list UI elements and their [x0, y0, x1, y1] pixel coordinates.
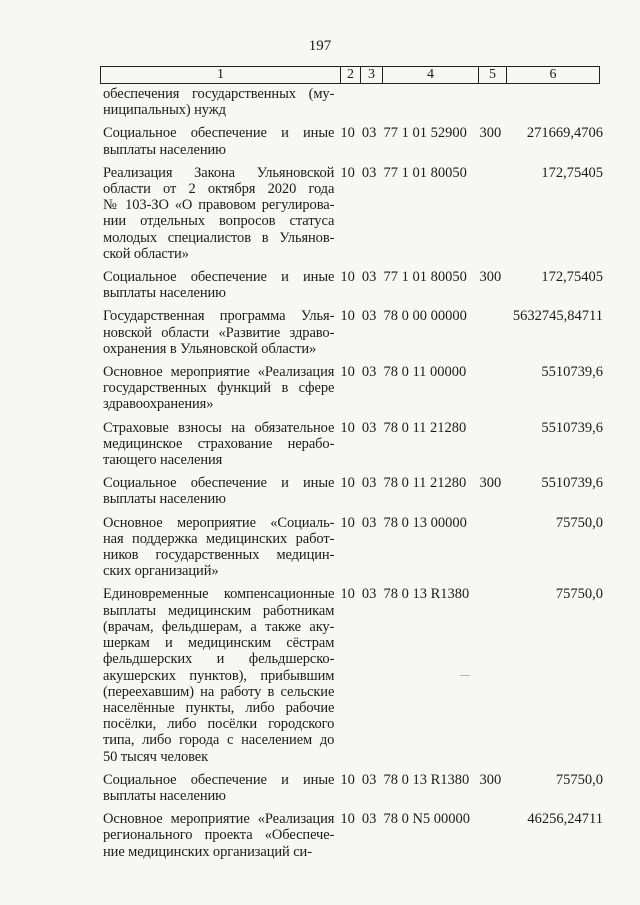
row-target-article: 78 0 11 21280 — [383, 475, 467, 492]
row-amount: 75750,0 — [555, 514, 603, 531]
row-subsection: 03 — [361, 811, 377, 828]
table-row — [103, 125, 603, 157]
row-name-line: здравоохранения» — [103, 396, 214, 413]
row-gap — [103, 804, 603, 811]
row-name — [103, 420, 334, 469]
row-section: 10 — [340, 269, 355, 286]
row-name-line: типа, либо города с населением до — [103, 732, 335, 749]
row-name-line: регионального проекта «Обеспече- — [103, 827, 335, 844]
row-target-article: 77 1 01 52900 — [383, 125, 467, 142]
row-target-article: 78 0 13 00000 — [383, 514, 467, 531]
row-name — [103, 125, 334, 157]
row-gap — [103, 508, 603, 515]
row-name-line: Единовременные компенсационные — [103, 586, 335, 603]
row-name-line: выплаты населению — [103, 491, 226, 508]
row-name-line: ниципальных) нужд — [103, 102, 226, 119]
row-section: 10 — [340, 308, 355, 325]
row-name — [103, 86, 334, 118]
row-name — [103, 364, 334, 413]
table-row — [103, 86, 603, 118]
row-name-line: охранения в Ульяновской области» — [103, 340, 317, 357]
row-amount: 172,75405 — [541, 164, 603, 181]
row-gap — [103, 158, 603, 165]
row-name-line: молодых специалистов в Ульянов- — [103, 229, 335, 246]
row-section: 10 — [340, 586, 355, 603]
row-name-line: Социальное обеспечение и иные — [103, 269, 335, 286]
table-row — [103, 811, 603, 860]
row-target-article: 78 0 00 00000 — [383, 308, 467, 325]
row-subsection: 03 — [361, 586, 377, 603]
row-expense-type: 300 — [479, 125, 502, 142]
row-amount: 5510739,6 — [541, 475, 603, 492]
row-name-line: обеспечения государственных (му- — [103, 86, 335, 102]
row-section: 10 — [340, 125, 355, 142]
row-name-line: Основное мероприятие «Реализация — [103, 364, 335, 381]
row-name-line: Государственная программа Улья- — [103, 308, 335, 325]
row-name — [103, 475, 334, 507]
row-name-line: фельдшерских и фельдшерско- — [103, 651, 335, 668]
row-name-line: ников государственных медицин- — [103, 547, 335, 564]
row-gap — [103, 765, 603, 772]
row-name-line: шеркам и медицинским сёстрам — [103, 635, 335, 652]
row-target-article: 78 0 N5 00000 — [383, 811, 471, 828]
row-name-line: медицинское страхование нерабо- — [103, 435, 335, 452]
row-name — [103, 269, 334, 301]
row-name-line: ской области» — [103, 245, 189, 262]
row-name-line: выплаты населению — [103, 141, 226, 158]
table-row — [103, 515, 603, 580]
row-target-article: 78 0 13 R1380 — [383, 586, 470, 603]
row-name-line: ная поддержка медицинских работ- — [103, 530, 335, 547]
header-col-subsection: 3 — [361, 67, 383, 83]
row-name-line: государственных функций в сфере — [103, 380, 335, 397]
row-subsection: 03 — [361, 125, 377, 142]
row-target-article: 78 0 11 21280 — [383, 419, 467, 436]
row-section: 10 — [340, 514, 355, 531]
row-name-line: посёлки, либо посёлки городского — [103, 716, 335, 733]
row-amount: 75750,0 — [555, 586, 603, 603]
header-col-amount: 6 — [549, 67, 557, 82]
row-name — [103, 811, 334, 860]
row-name-line: ние медицинских организаций си- — [103, 843, 312, 860]
row-name-line: населённые пункты, либо рабочие — [103, 699, 335, 716]
row-section: 10 — [340, 364, 355, 381]
table-row — [103, 420, 603, 469]
row-subsection: 03 — [361, 308, 377, 325]
row-gap — [103, 262, 603, 269]
row-name — [103, 515, 334, 580]
row-expense-type: 300 — [479, 475, 502, 492]
row-section: 10 — [340, 811, 355, 828]
scan-mark: — — [460, 670, 470, 681]
row-gap — [103, 579, 603, 586]
row-amount: 5632745,84711 — [512, 308, 603, 325]
row-name — [103, 308, 334, 357]
row-gap — [103, 301, 603, 308]
row-name-line: выплаты населению — [103, 787, 226, 804]
row-gap — [103, 357, 603, 364]
row-name-line: Социальное обеспечение и иные — [103, 125, 335, 142]
row-name-line: Основное мероприятие «Реализация — [103, 811, 335, 828]
row-name-line: акушерских пунктов), прибывшим — [103, 667, 335, 684]
row-name-line: Основное мероприятие «Социаль- — [103, 514, 335, 531]
row-target-article: 77 1 01 80050 — [383, 269, 467, 286]
row-amount: 5510739,6 — [541, 419, 603, 436]
table-body — [103, 86, 603, 860]
row-amount: 271669,4706 — [526, 125, 603, 142]
row-target-article: 78 0 11 00000 — [383, 364, 467, 381]
row-target-article: 78 0 13 R1380 — [383, 771, 470, 788]
row-subsection: 03 — [361, 269, 377, 286]
row-section: 10 — [340, 164, 355, 181]
row-gap — [103, 118, 603, 125]
row-amount: 172,75405 — [541, 269, 603, 286]
row-name — [103, 165, 334, 262]
table-row — [103, 772, 603, 804]
row-name-line: ских организаций» — [103, 563, 219, 580]
row-subsection: 03 — [361, 164, 377, 181]
row-expense-type: 300 — [479, 771, 502, 788]
row-expense-type: 300 — [479, 269, 502, 286]
row-subsection: 03 — [361, 364, 377, 381]
row-name-line: № 103-ЗО «О правовом регулирова- — [103, 197, 335, 214]
header-col-expense-type: 5 — [479, 67, 507, 83]
row-name-line: Реализация Закона Ульяновской — [103, 164, 335, 181]
header-col-name: 1 — [101, 67, 341, 83]
row-subsection: 03 — [361, 771, 377, 788]
table-row — [103, 269, 603, 301]
row-name — [103, 586, 334, 764]
row-name — [103, 772, 334, 804]
row-section: 10 — [340, 419, 355, 436]
table-row — [103, 308, 603, 357]
header-col-target-article: 4 — [383, 67, 479, 83]
row-name-line: тающего населения — [103, 452, 223, 469]
row-name-line: выплаты медицинским работникам — [103, 602, 335, 619]
table-row — [103, 364, 603, 413]
header-col-section: 2 — [341, 67, 361, 83]
row-name-line: новской области «Развитие здраво- — [103, 324, 335, 341]
row-amount: 75750,0 — [555, 771, 603, 788]
row-name-line: (врачам, фельдшерам, а также аку- — [103, 618, 335, 635]
row-name-line: нии отдельных вопросов статуса — [103, 213, 335, 230]
row-name-line: (переехавшим) на работу в сельские — [103, 683, 335, 700]
row-amount: 46256,24711 — [527, 811, 603, 828]
table-header — [100, 66, 600, 84]
row-name-line: выплаты населению — [103, 285, 226, 302]
row-subsection: 03 — [361, 419, 377, 436]
row-name-line: Социальное обеспечение и иные — [103, 475, 335, 492]
row-name-line: области от 2 октября 2020 года — [103, 181, 335, 198]
row-name-line: 50 тысяч человек — [103, 748, 209, 765]
row-name-line: Страховые взносы на обязательное — [103, 419, 335, 436]
row-subsection: 03 — [361, 514, 377, 531]
row-gap — [103, 468, 603, 475]
row-subsection: 03 — [361, 475, 377, 492]
row-section: 10 — [340, 771, 355, 788]
row-target-article: 77 1 01 80050 — [383, 164, 467, 181]
table-row — [103, 165, 603, 262]
row-gap — [103, 413, 603, 420]
page-number: 197 — [308, 38, 332, 54]
row-section: 10 — [340, 475, 355, 492]
row-amount: 5510739,6 — [541, 364, 603, 381]
row-name-line: Социальное обеспечение и иные — [103, 771, 335, 788]
table-row — [103, 475, 603, 507]
table-row — [103, 586, 603, 764]
